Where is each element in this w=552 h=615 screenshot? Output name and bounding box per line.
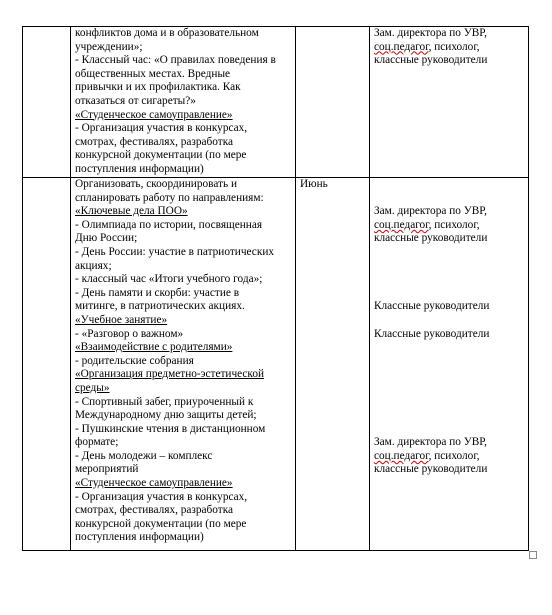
activity-line: отказаться от сигареты?»: [75, 94, 196, 107]
responsible-block: [374, 205, 525, 246]
responsible-single: Классные руководители: [374, 327, 490, 340]
responsible-last: классные руководители: [374, 232, 488, 245]
section-heading: «Учебное занятие»: [75, 313, 168, 326]
activity-line: - Спортивный забег, приуроченный к: [75, 395, 254, 408]
spacer: [374, 192, 525, 206]
spacer: [374, 355, 525, 369]
responsible-single: Классные руководители: [374, 300, 490, 313]
activity-line: - Классный час: «О правилах поведения в: [75, 54, 276, 67]
responsible-cell: [370, 27, 529, 178]
section-heading: среды»: [75, 381, 110, 394]
activity-line: - День памяти и скорби: участие в: [75, 286, 240, 299]
responsible-title: Зам. директора по УВР,: [374, 436, 487, 449]
responsible-roles: [374, 41, 525, 55]
activity-line: - Олимпиада по истории, посвященная: [75, 218, 263, 231]
table-row: [23, 178, 529, 551]
responsible-title: Зам. директора по УВР,: [374, 27, 487, 39]
section-heading: «Ключевые дела ПОО»: [75, 205, 188, 218]
activity-line: мероприятий: [75, 463, 139, 476]
soc-pedagog-text: соц.педагог: [374, 40, 429, 53]
spacer: [374, 409, 525, 423]
responsible-block: [374, 436, 525, 477]
soc-pedagog-text: соц.педагог: [374, 218, 429, 231]
activity-line: Организовать, скоординировать и: [75, 178, 238, 190]
activity-line: - День России: участие в патриотических: [75, 245, 275, 258]
spacer: [374, 178, 525, 192]
activity-line: поступления информации): [75, 162, 204, 175]
table-row: [23, 27, 529, 178]
responsible-cell: [370, 178, 529, 551]
activity-line: - Организация участия в конкурсах,: [75, 122, 248, 135]
responsible-last: классные руководители: [374, 463, 488, 476]
number-cell: [23, 27, 71, 178]
date-text: Июнь: [300, 178, 328, 190]
activity-line: Международному дню защиты детей;: [75, 409, 257, 422]
date-cell: [296, 178, 370, 551]
activity-line: спланировать работу по направлениям:: [75, 191, 264, 204]
responsible-roles: [374, 450, 525, 464]
psychologist-text: , психолог,: [428, 449, 480, 462]
section-heading: «Организация предметно-эстетической: [75, 368, 265, 381]
spacer: [374, 314, 525, 328]
responsible-roles: [374, 219, 525, 233]
section-heading: «Взаимодействие с родителями»: [75, 341, 233, 354]
spacer: [374, 287, 525, 301]
spacer: [374, 273, 525, 287]
activities-cell: [71, 178, 296, 551]
psychologist-text: , психолог,: [428, 40, 480, 53]
activity-line: акциях;: [75, 259, 112, 272]
activity-line: - классный час «Итоги учебного года»;: [75, 273, 263, 286]
activities-cell: [71, 27, 296, 178]
activity-line: конфликтов дома и в образовательном: [75, 27, 259, 39]
date-cell: [296, 27, 370, 178]
responsible-last: классные руководители: [374, 54, 488, 67]
number-cell: [23, 178, 71, 551]
spacer: [374, 382, 525, 396]
section-heading: «Студенческое самоуправление»: [75, 108, 233, 121]
activity-line: смотрах, фестивалях, разработка: [75, 504, 234, 517]
activity-line: поступления информации): [75, 531, 204, 544]
activity-line: смотрах, фестивалях, разработка: [75, 135, 234, 148]
activities-list: [75, 178, 292, 545]
spacer: [374, 368, 525, 382]
spacer: [374, 246, 525, 260]
activity-line: - родительские собрания: [75, 354, 194, 367]
plan-table: [22, 26, 529, 551]
activity-line: конкурсной документации (по мере: [75, 149, 247, 162]
activity-line: конкурсной документации (по мере: [75, 517, 247, 530]
responsible-title: Зам. директора по УВР,: [374, 205, 487, 218]
activity-line: Дню России;: [75, 232, 138, 245]
activities-list: [75, 27, 292, 177]
activity-line: учреждении»;: [75, 40, 143, 53]
activity-line: - «Разговор о важном»: [75, 327, 184, 340]
activity-line: формате;: [75, 436, 119, 449]
activity-line: - Организация участия в конкурсах,: [75, 490, 248, 503]
spacer: [374, 396, 525, 410]
responsible-block: [374, 27, 525, 68]
spacer: [374, 423, 525, 437]
activity-line: общественных местах. Вредные: [75, 67, 231, 80]
section-heading: «Студенческое самоуправление»: [75, 477, 233, 490]
activity-line: митинге, в патриотических акциях.: [75, 300, 245, 313]
spacer: [374, 341, 525, 355]
activity-line: - День молодежи – комплекс: [75, 449, 213, 462]
activity-line: - Пушкинские чтения в дистанционном: [75, 422, 266, 435]
soc-pedagog-text: соц.педагог: [374, 449, 429, 462]
psychologist-text: , психолог,: [428, 218, 480, 231]
end-of-table-marker: [529, 551, 537, 559]
spacer: [374, 260, 525, 274]
activity-line: привычки и их профилактика. Как: [75, 81, 241, 94]
